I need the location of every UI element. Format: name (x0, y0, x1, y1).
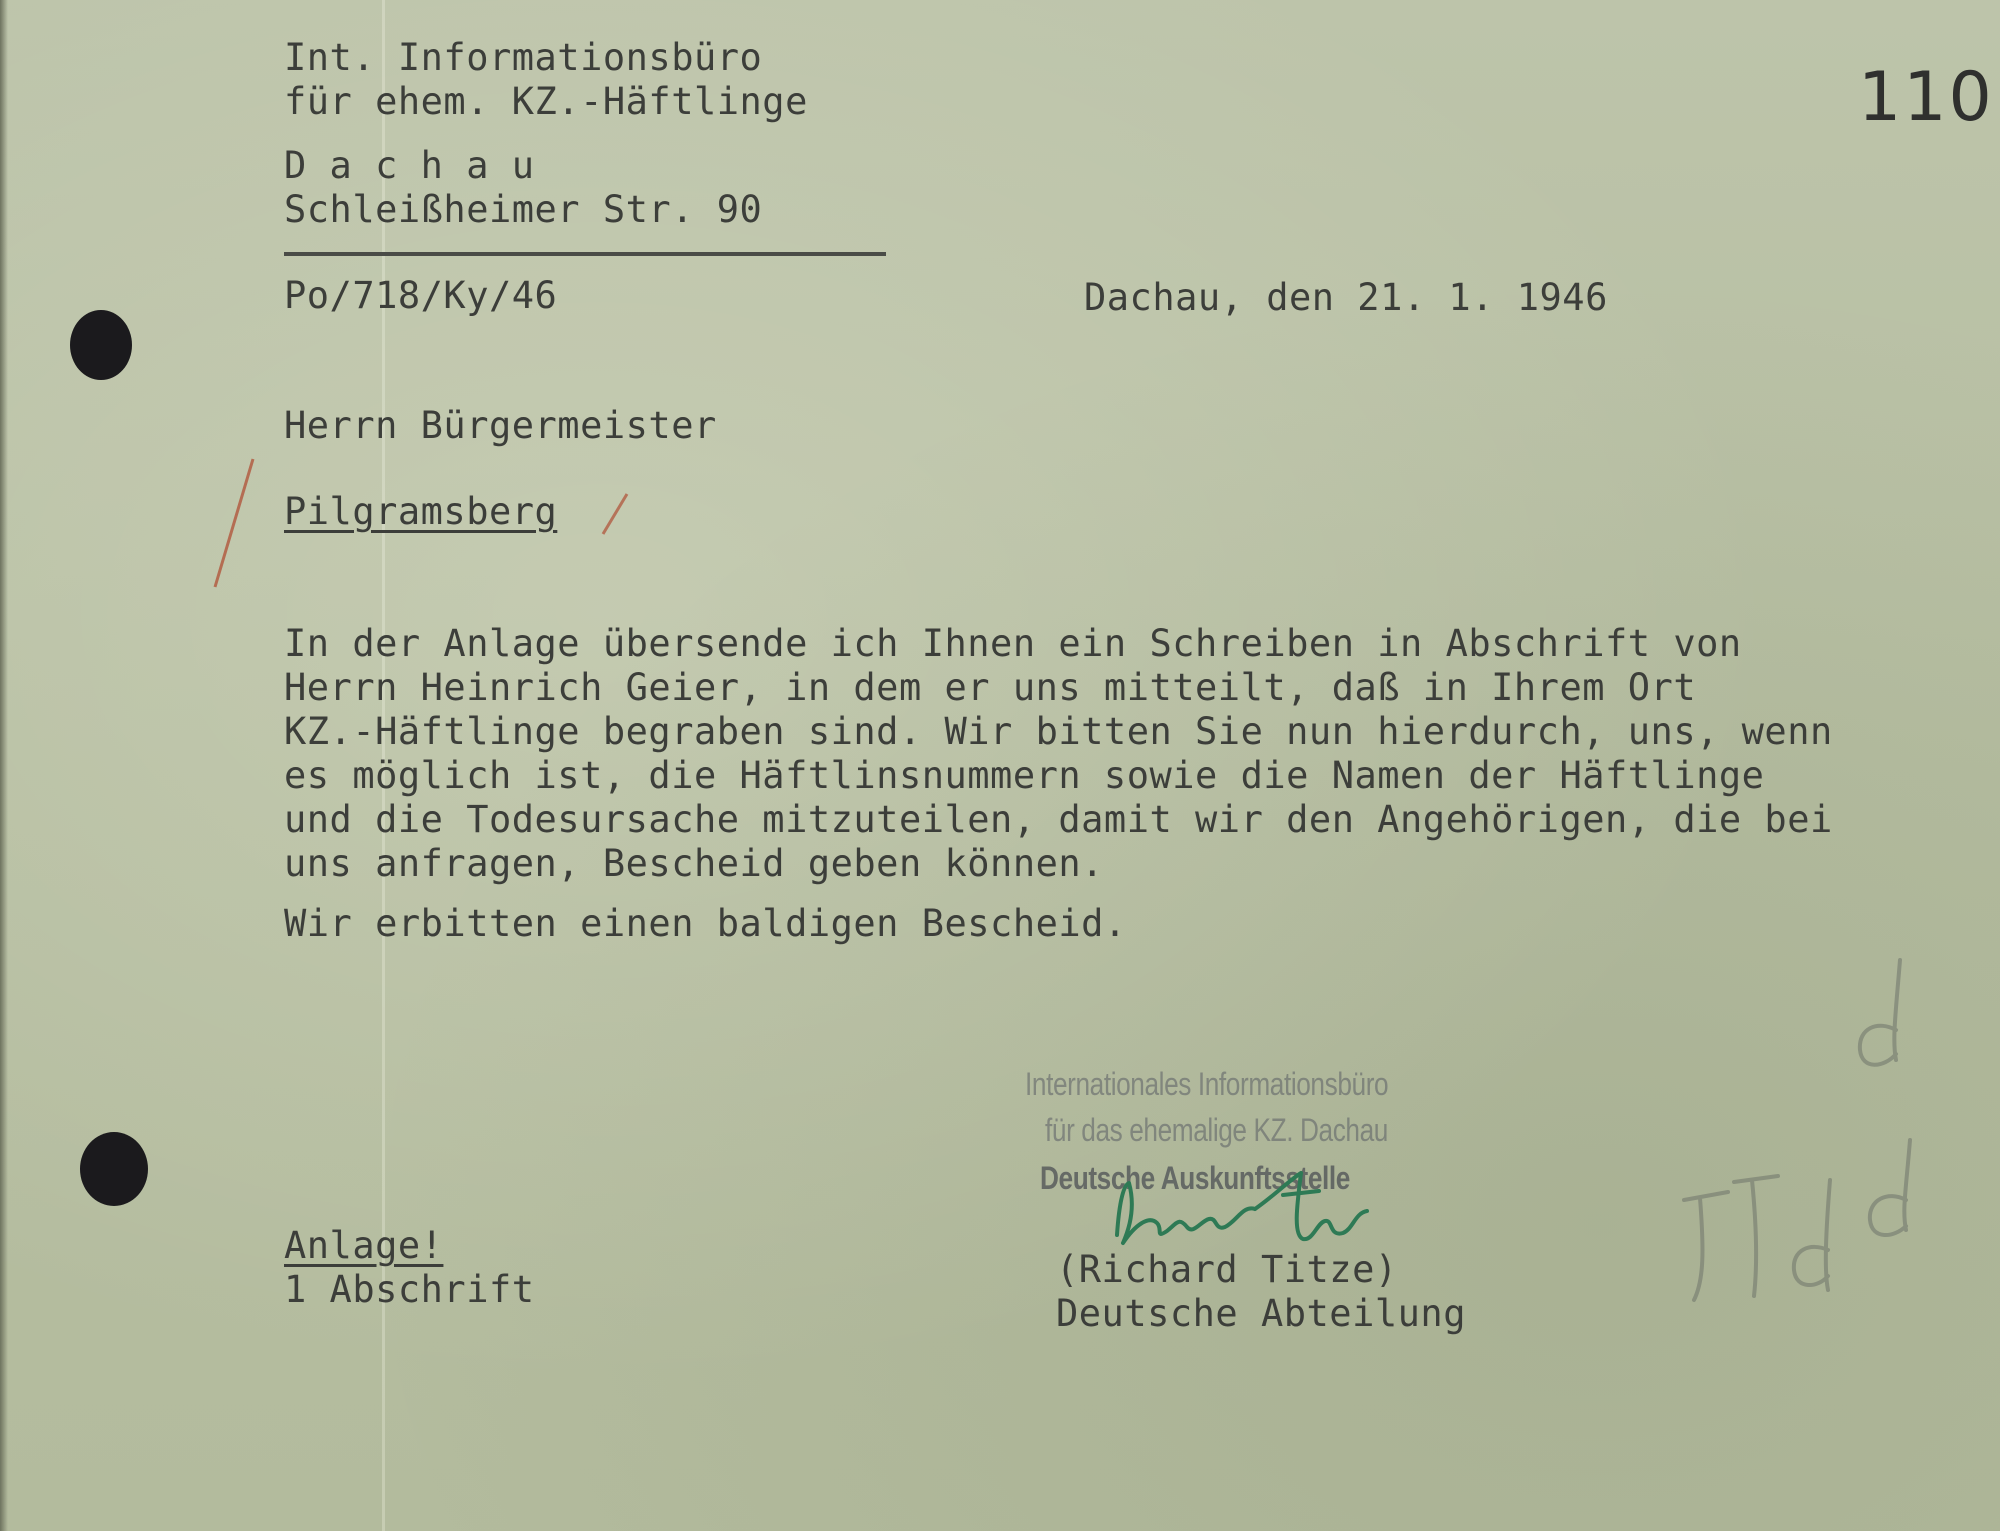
signatory-department: Deutsche Abteilung (1056, 1292, 1466, 1335)
page-edge-shadow (0, 0, 8, 1531)
body-line-1: In der Anlage übersende ich Ihnen ein Schreiben in Abschrift von (284, 622, 1742, 665)
enclosure-item: 1 Abschrift (284, 1268, 535, 1311)
body-line-4: es möglich ist, die Häftlinsnummern sowie die Namen der Häftlinge (284, 754, 1765, 797)
pencil-annotation-marks (1660, 950, 1960, 1350)
letterhead-line-4: Schleißheimer Str. 90 (284, 188, 763, 231)
date-line: Dachau, den 21. 1. 1946 (1084, 276, 1608, 319)
body-line-6: uns anfragen, Bescheid geben können. (284, 842, 1104, 885)
stamp-line-3: Deutsche Auskunftsstelle (1040, 1160, 1350, 1196)
letterhead-line-1: Int. Informationsbüro (284, 36, 763, 79)
punch-hole-top (70, 310, 132, 380)
punch-hole-bottom (80, 1132, 148, 1206)
recipient-place: Pilgramsberg (284, 490, 558, 533)
body-line-2: Herrn Heinrich Geier, in dem er uns mitteilt, daß in Ihrem Ort (284, 666, 1697, 709)
enclosure-label: Anlage! (284, 1224, 444, 1267)
red-pencil-mark-icon (205, 455, 265, 595)
page-number: 110 (1858, 58, 1994, 137)
letterhead-divider (284, 252, 886, 256)
letterhead-line-2: für ehem. KZ.-Häftlinge (284, 80, 808, 123)
signatory-name: (Richard Titze) (1056, 1248, 1398, 1291)
stamp-line-1: Internationales Informationsbüro (1025, 1066, 1389, 1102)
stamp-line-2: für das ehemalige KZ. Dachau (1045, 1112, 1388, 1148)
body-line-5: und die Todesursache mitzuteilen, damit wir den Angehörigen, die bei (284, 798, 1833, 841)
body-closing-sentence: Wir erbitten einen baldigen Bescheid. (284, 902, 1127, 945)
reference-number: Po/718/Ky/46 (284, 274, 558, 317)
body-line-3: KZ.-Häftlinge begraben sind. Wir bitten Sie nun hierdurch, uns, wenn (284, 710, 1833, 753)
letterhead-line-3: D a c h a u (284, 144, 535, 187)
recipient-title: Herrn Bürgermeister (284, 404, 717, 447)
red-pencil-tick-icon (595, 490, 635, 540)
